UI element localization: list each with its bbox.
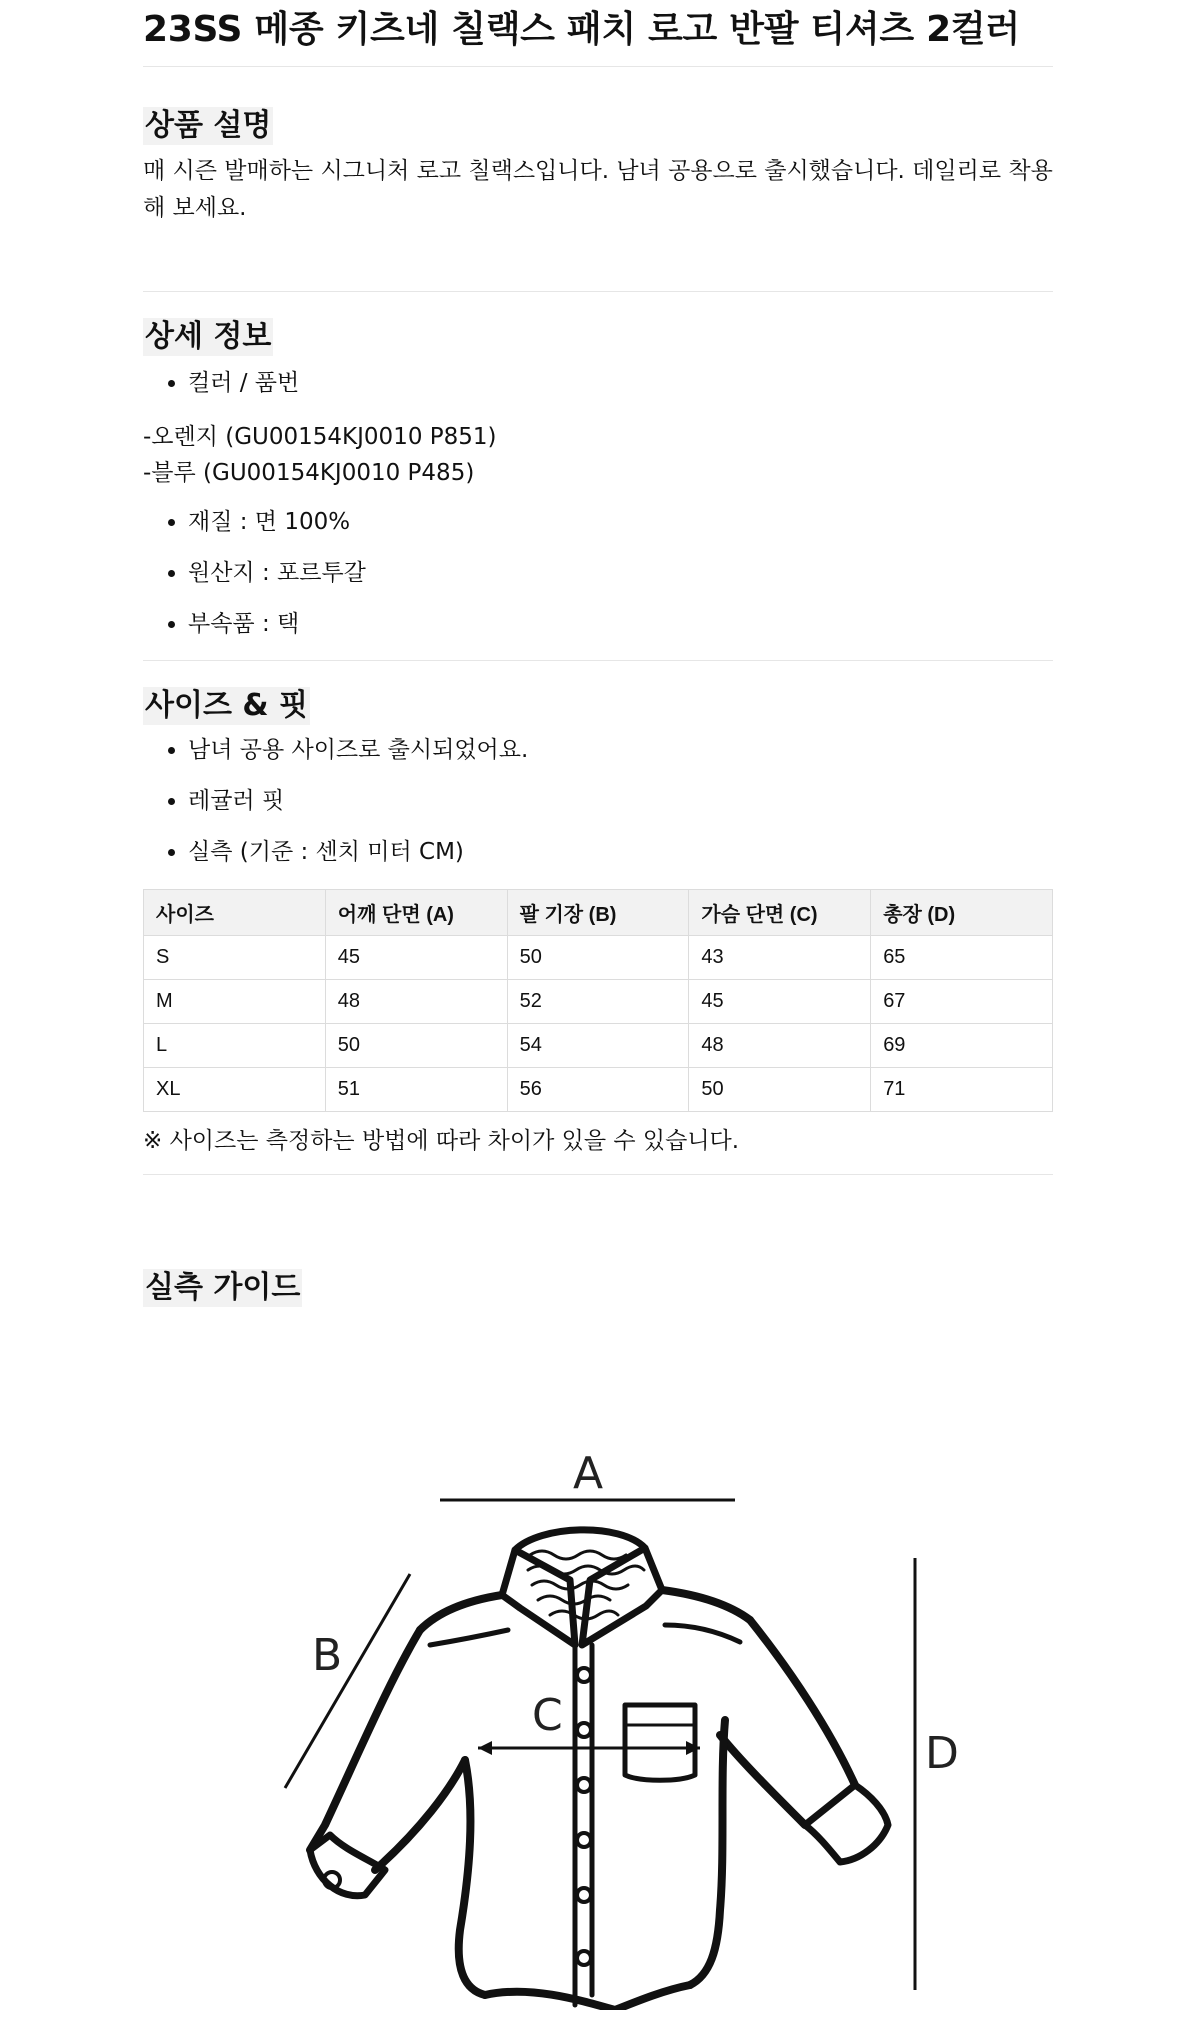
table-cell: 45 <box>325 936 507 980</box>
table-header-row <box>144 890 1053 936</box>
guide-heading: 실측 가이드 <box>145 1270 301 1305</box>
table-header-cell: 사이즈 <box>144 890 326 936</box>
table-cell: 67 <box>871 980 1053 1024</box>
table-cell: 52 <box>507 980 689 1024</box>
table-header-cell: 어깨 단면 (A) <box>325 890 507 936</box>
list-item: • 부속품 : 택 <box>188 609 1053 639</box>
table-cell: 50 <box>507 936 689 980</box>
table-row <box>144 1068 1053 1112</box>
label-a: A <box>573 1448 604 1499</box>
page-title: 23SS 메종 키츠네 칠랙스 패치 로고 반팔 티셔츠 2컬러 <box>143 0 1053 67</box>
product-codes <box>143 419 1053 491</box>
table-cell: 54 <box>507 1024 689 1068</box>
table-cell: L <box>144 1024 326 1068</box>
list-item: • 남녀 공용 사이즈로 출시되었어요. <box>188 735 1053 765</box>
table-cell: S <box>144 936 326 980</box>
details-heading: 상세 정보 <box>145 319 272 354</box>
list-item: • 재질 : 면 100% <box>188 507 1053 537</box>
table-cell: 50 <box>689 1068 871 1112</box>
label-d-text: D <box>925 1728 959 1779</box>
list-item: • 원산지 : 포르투갈 <box>188 558 1053 588</box>
table-row <box>144 980 1053 1024</box>
size-fit-heading: 사이즈 & 핏 <box>145 688 308 723</box>
table-cell: 69 <box>871 1024 1053 1068</box>
shirt-icon <box>310 1530 888 2010</box>
table-cell: 71 <box>871 1068 1053 1112</box>
table-header-cell: 가슴 단면 (C) <box>689 890 871 936</box>
list-item: • 컬러 / 품번 <box>188 368 1053 398</box>
table-cell: 65 <box>871 936 1053 980</box>
table-cell: 48 <box>325 980 507 1024</box>
measure-arrow-c <box>478 1741 700 1755</box>
table-cell: 48 <box>689 1024 871 1068</box>
size-fit-list <box>143 735 1053 867</box>
details-list <box>143 507 1053 639</box>
list-item: • 레귤러 핏 <box>188 786 1053 816</box>
size-table <box>143 889 1053 1112</box>
table-cell: 50 <box>325 1024 507 1068</box>
table-row <box>144 936 1053 980</box>
product-detail <box>143 0 1053 1307</box>
label-c: C <box>532 1690 563 1741</box>
measurement-guide-diagram <box>270 1430 930 2010</box>
product-code-orange: -오렌지 (GU00154KJ0010 P851) <box>143 424 497 450</box>
table-cell: M <box>144 980 326 1024</box>
table-cell: 43 <box>689 936 871 980</box>
label-b: B <box>312 1630 343 1681</box>
table-row <box>144 1024 1053 1068</box>
size-note: ※ 사이즈는 측정하는 방법에 따라 차이가 있을 수 있습니다. <box>143 1128 740 1154</box>
table-cell: 51 <box>325 1068 507 1112</box>
table-header-cell: 팔 기장 (B) <box>507 890 689 936</box>
table-cell: 45 <box>689 980 871 1024</box>
description-text: 매 시즌 발매하는 시그니처 로고 칠랙스입니다. 남녀 공용으로 출시했습니다. 데일리로 착용해 보세요. <box>143 158 1053 221</box>
table-cell: XL <box>144 1068 326 1112</box>
list-item: • 실측 (기준 : 센치 미터 CM) <box>188 837 1053 867</box>
details-color-list <box>143 368 1053 398</box>
table-cell: 56 <box>507 1068 689 1112</box>
description-heading: 상품 설명 <box>145 108 272 143</box>
table-header-cell: 총장 (D) <box>871 890 1053 936</box>
product-code-blue: -블루 (GU00154KJ0010 P485) <box>143 460 475 486</box>
